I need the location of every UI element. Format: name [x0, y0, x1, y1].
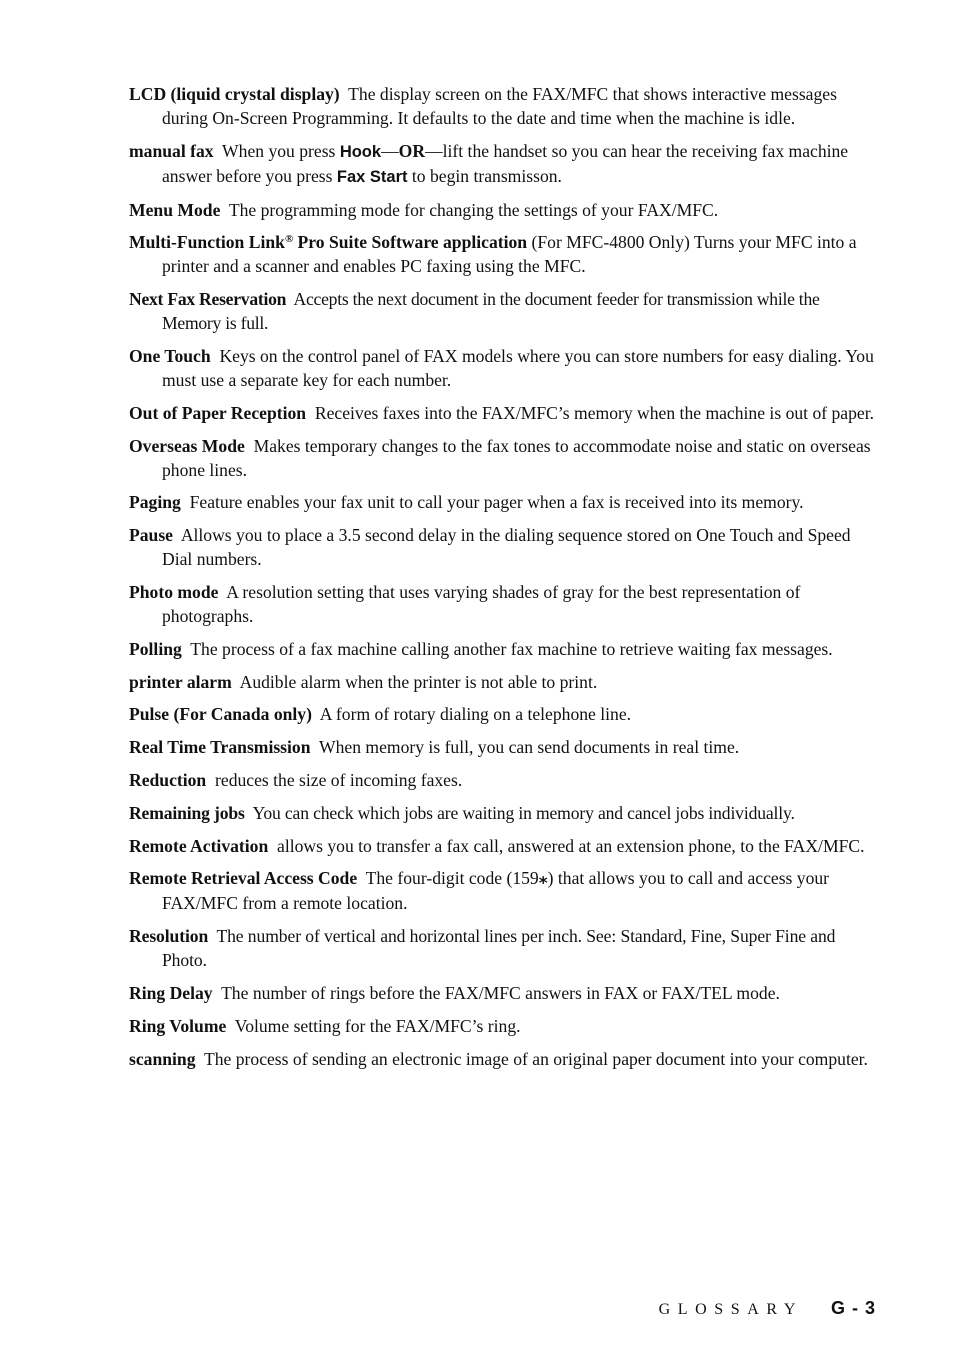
glossary-definition: You can check which jobs are waiting in memory and cancel jobs individually.	[252, 802, 795, 823]
glossary-entry-lcd	[129, 82, 875, 130]
glossary-definition: Audible alarm when the printer is not able to print.	[239, 671, 598, 692]
glossary-definition: A form of rotary dialing on a telephone line.	[319, 704, 632, 725]
glossary-entry-reduction	[129, 768, 875, 792]
glossary-entry-multi-function-link	[129, 230, 875, 278]
glossary-definition: The process of sending an electronic image of an original paper document into your computer.	[203, 1048, 868, 1069]
glossary-entry-resolution	[129, 924, 875, 972]
glossary-term: Ring Delay	[129, 982, 213, 1003]
glossary-definition: When memory is full, you can send documents in real time.	[319, 737, 740, 758]
glossary-entry-remote-activation	[129, 834, 875, 858]
glossary-entry-real-time-transmission	[129, 735, 875, 759]
glossary-term: Polling	[129, 638, 182, 659]
glossary-term: Photo mode	[129, 581, 219, 602]
glossary-entry-polling	[129, 637, 875, 661]
glossary-entry-one-touch	[129, 344, 875, 392]
glossary-definition-part: ) that allows you to call and access your FAX/MFC from a remote location.	[162, 868, 830, 914]
glossary-term: Out of Paper Reception	[129, 402, 307, 423]
glossary-definition: allows you to transfer a fax call, answered at an extension phone, to the FAX/MFC.	[277, 835, 865, 856]
page-footer	[659, 1298, 876, 1319]
glossary-definition: Keys on the control panel of FAX models where you can store numbers for easy dialing. You must use a separate key for each number.	[162, 345, 874, 390]
glossary-term: scanning	[129, 1048, 196, 1069]
glossary-entry-ring-volume	[129, 1014, 875, 1038]
glossary-term: Pulse (For Canada only)	[129, 704, 312, 725]
glossary-entry-remote-retrieval-access-code	[129, 866, 875, 915]
glossary-entry-pause	[129, 523, 875, 571]
glossary-list	[129, 82, 875, 1079]
glossary-term: Remaining jobs	[129, 802, 245, 823]
footer-section-label: GLOSSARY	[658, 1301, 803, 1318]
glossary-term: Real Time Transmission	[129, 737, 311, 758]
glossary-definition: Receives faxes into the FAX/MFC’s memory when the machine is out of paper.	[314, 402, 875, 423]
glossary-definition: The number of rings before the FAX/MFC answers in FAX or FAX/TEL mode.	[221, 982, 780, 1003]
glossary-entry-remaining-jobs	[129, 801, 875, 825]
hook-key-label: Hook	[339, 142, 382, 161]
glossary-entry-overseas-mode	[129, 434, 875, 482]
glossary-term: Pause	[129, 525, 173, 546]
glossary-term: Paging	[129, 492, 181, 513]
star-key-icon: ⁎	[538, 869, 548, 890]
glossary-definition: The programming mode for changing the settings of your FAX/MFC.	[228, 199, 719, 220]
glossary-entry-photo-mode	[129, 580, 875, 628]
glossary-term: Remote Activation	[129, 835, 269, 856]
glossary-definition: Volume setting for the FAX/MFC’s ring.	[234, 1015, 521, 1036]
glossary-definition: Makes temporary changes to the fax tones to accommodate noise and static on overseas phone lines.	[162, 435, 871, 480]
glossary-term: Multi-Function Link	[129, 232, 285, 253]
em-dash: —	[381, 140, 399, 161]
glossary-definition-part: The four-digit code (159	[365, 868, 539, 889]
glossary-term: Menu Mode	[129, 199, 221, 220]
glossary-term: Pro Suite Software application	[293, 232, 528, 253]
registered-mark: ®	[284, 233, 294, 246]
fax-start-key-label: Fax Start	[336, 167, 408, 186]
glossary-term: Remote Retrieval Access Code	[129, 868, 358, 889]
glossary-definition: A resolution setting that uses varying shades of gray for the best representation of photographs.	[162, 581, 801, 626]
glossary-term: Resolution	[129, 926, 209, 947]
glossary-definition: Allows you to place a 3.5 second delay in the dialing sequence stored on One Touch and Speed Dial numbers.	[162, 525, 851, 570]
glossary-entry-manual-fax	[129, 139, 875, 189]
footer-page-number: G - 3	[830, 1298, 876, 1318]
glossary-entry-paging	[129, 490, 875, 514]
glossary-entry-scanning	[129, 1047, 875, 1071]
glossary-term: LCD (liquid crystal display)	[129, 84, 340, 104]
glossary-term: Next Fax Reservation	[129, 289, 287, 310]
glossary-term: manual fax	[129, 140, 214, 161]
glossary-definition: reduces the size of incoming faxes.	[215, 769, 463, 790]
or-text: OR	[398, 140, 426, 161]
glossary-entry-pulse	[129, 702, 875, 726]
glossary-definition: The display screen on the FAX/MFC that shows interactive messages during On-Screen Programming. It defaults to the date and time when the machine is idle.	[162, 84, 837, 128]
glossary-definition-part: to begin transmisson.	[407, 165, 562, 186]
glossary-term: One Touch	[129, 345, 211, 366]
glossary-term: Overseas Mode	[129, 435, 245, 456]
glossary-entry-printer-alarm	[129, 670, 875, 694]
glossary-term: Reduction	[129, 769, 207, 790]
glossary-entry-next-fax-reservation	[129, 287, 875, 335]
glossary-definition: Feature enables your fax unit to call your pager when a fax is received into its memory.	[189, 492, 804, 513]
glossary-definition: The number of vertical and horizontal lines per inch. See: Standard, Fine, Super Fine and Photo.	[162, 926, 836, 971]
glossary-entry-out-of-paper-reception	[129, 401, 875, 425]
glossary-term: printer alarm	[129, 671, 232, 692]
glossary-definition: Accepts the next document in the document feeder for transmission while the Memory is full.	[162, 289, 820, 334]
glossary-definition-part: —lift the handset so you can hear the receiving fax machine answer before you press	[162, 140, 849, 186]
glossary-term: Ring Volume	[129, 1015, 227, 1036]
glossary-definition: The process of a fax machine calling another fax machine to retrieve waiting fax messages.	[190, 638, 833, 659]
glossary-entry-ring-delay	[129, 981, 875, 1005]
glossary-definition: (For MFC-4800 Only) Turns your MFC into a printer and a scanner and enables PC faxing using the MFC.	[162, 232, 857, 277]
glossary-entry-menu-mode	[129, 198, 875, 222]
glossary-definition-part: When you press	[222, 140, 340, 161]
